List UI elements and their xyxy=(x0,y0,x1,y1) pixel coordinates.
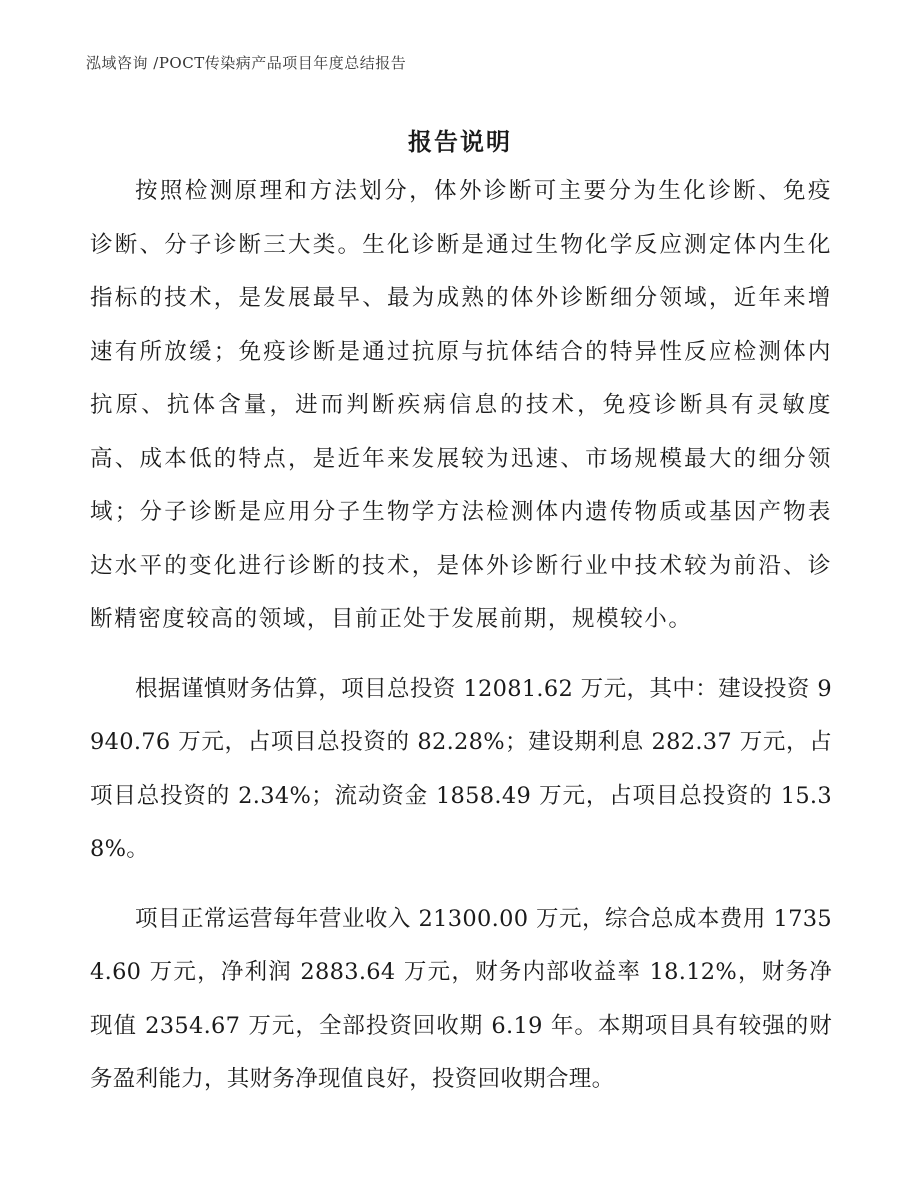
paragraph-diagnosis-classification: 按照检测原理和方法划分，体外诊断可主要分为生化诊断、免疫诊断、分子诊断三大类。生化诊断是通过生物化学反应测定体内生化指标的技术，是发展最早、最为成熟的体外诊断细分领域，近年来增速有所放缓；免疫诊断是通过抗原与抗体结合的特异性反应检测体内抗原、抗体含量，进而判断疾病信息的技术，免疫诊断具有灵敏度高、成本低的特点，是近年来发展较为迅速、市场规模最大的细分领域；分子诊断是应用分子生物学方法检测体内遗传物质或基因产物表达水平的变化进行诊断的技术，是体外诊断行业中技术较为前沿、诊断精密度较高的领域，目前正处于发展前期，规模较小。 xyxy=(90,178,832,632)
paragraph-investment-estimate: 根据谨慎财务估算，项目总投资 12081.62 万元，其中：建设投资 9940.76 万元，占项目总投资的 82.28%；建设期利息 282.37 万元，占项目总投资的 2.34%；流动资金 1858.49 万元，占项目总投资的 15.38%。 xyxy=(90,675,832,862)
running-header: 泓域咨询 /POCT传染病产品项目年度总结报告 xyxy=(86,54,407,72)
paragraph-financial-performance: 项目正常运营每年营业收入 21300.00 万元，综合总成本费用 17354.60 万元，净利润 2883.64 万元，财务内部收益率 18.12%，财务净现值 2354.67 万元，全部投资回收期 6.19 年。本期项目具有较强的财务盈利能力，其财务净现值良好，投资回收期合理。 xyxy=(90,905,832,1092)
report-body xyxy=(90,165,832,1123)
section-title: 报告说明 xyxy=(408,127,512,156)
